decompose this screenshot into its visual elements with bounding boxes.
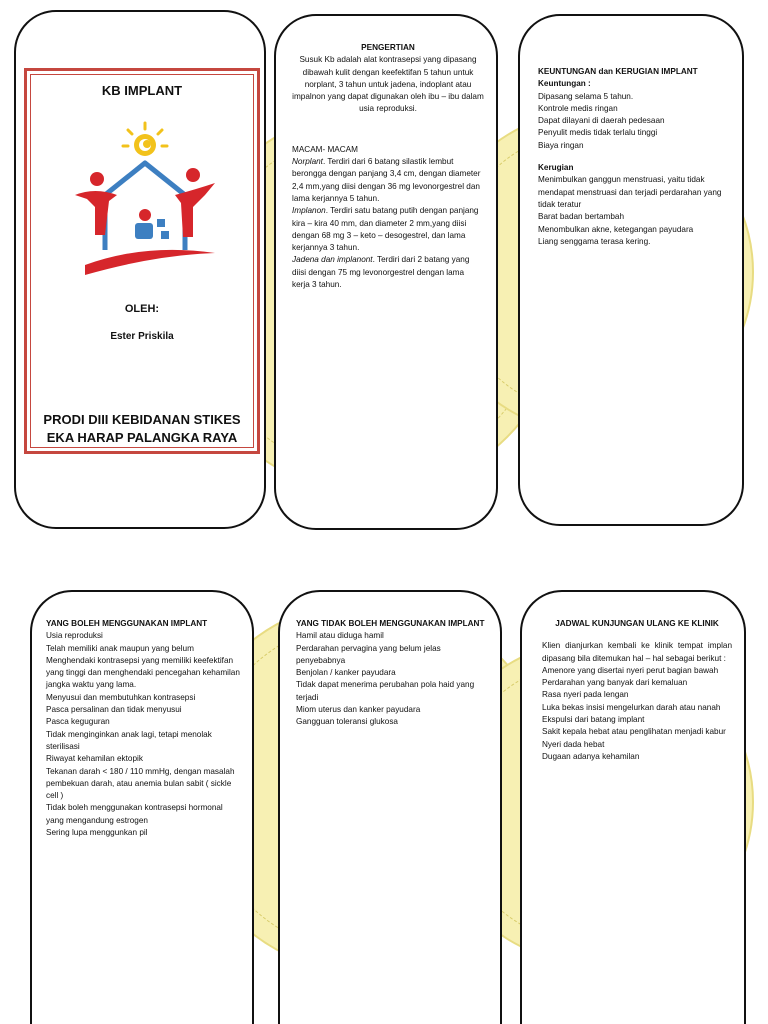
pros-cons-heading: KEUNTUNGAN dan KERUGIAN IMPLANT [538, 67, 698, 76]
schedule-panel [520, 590, 746, 1024]
list-item: Hamil atau diduga hamil [296, 631, 384, 641]
list-item: Dipasang selama 5 tahun. [538, 91, 634, 101]
types-heading: MACAM- MACAM [292, 144, 358, 154]
types-item: Norplant. Terdiri dari 6 batang silastik lembut berongga dengan panjang 3,4 cm, dengan diameter 2,4 mm,yang diisi dengan 36 mg levonorgestrel dan lama kerjannya 5 tahun. [292, 157, 481, 203]
sun-icon [123, 123, 167, 156]
definition-body: Susuk Kb adalah alat kontrasepsi yang dipasang dibawah kulit dengan keefektifan 5 tahun untuk norplant, 3 tahun untuk jadena, indoplant atau impalnon yang dapat digunakan oleh ibu – ibu dalam usia reproduksi. [292, 55, 484, 114]
list-item: Menimbulkan ganggun menstruasi, yaitu tidak mendapat menstruasi dan terjadi perdarahan yang tidak teratur [538, 175, 722, 209]
schedule-intro: Klien dianjurkan kembali ke klinik tempat implan dipasang bila ditemukan hal – hal sebagai berikut : [542, 641, 732, 663]
list-item: Nyeri dada hebat [542, 739, 605, 749]
pros-cons-panel [518, 14, 744, 526]
list-item: Pasca persalinan dan tidak menyusui [46, 705, 182, 715]
list-item: Liang senggama terasa kering. [538, 236, 651, 246]
list-item: Kontrole medis ringan [538, 103, 618, 113]
list-item: Tidak boleh menggunakan kontrasepsi hormonal yang mengandung estrogen [46, 803, 223, 825]
cover-title: KB IMPLANT [101, 83, 183, 98]
list-item: Tidak dapat menerima perubahan pola haid yang terjadi [296, 680, 475, 702]
list-item: Biaya ringan [538, 140, 584, 150]
not-allowed-heading: YANG TIDAK BOLEH MENGGUNAKAN IMPLANT [296, 619, 485, 628]
list-item: Menyusui dan membutuhkan kontrasepsi [46, 692, 196, 702]
list-item: Dapat dilayani di daerah pedesaan [538, 116, 665, 126]
not-allowed-panel [278, 590, 502, 1024]
list-item: Miom uterus dan kanker payudara [296, 705, 421, 715]
cover-author: Ester Priskila [110, 331, 174, 342]
cover-panel [14, 10, 266, 529]
list-item: Telah memiliki anak maupun yang belum [46, 643, 194, 653]
allowed-heading: YANG BOLEH MENGGUNAKAN IMPLANT [46, 619, 208, 628]
list-item: Menombulkan akne, ketegangan payudara [538, 224, 694, 234]
allowed-panel [30, 590, 254, 1024]
types-item: Jadena dan implanont. Terdiri dari 2 batang yang diisi dengan 75 mg levonorgestrel dengan lama kerja 3 tahun. [292, 255, 470, 290]
cover-frame [24, 68, 260, 454]
list-item: Dugaan adanya kehamilan [542, 751, 640, 761]
list-item: Pasca keguguran [46, 717, 110, 727]
definition-heading: PENGERTIAN [361, 43, 415, 52]
list-item: Perdarahan pervagina yang belum jelas penyebabnya [296, 643, 441, 665]
list-item: Sering lupa menggunkan pil [46, 828, 148, 838]
pros-heading: Keuntungan : [538, 79, 591, 89]
list-item: Rasa nyeri pada lengan [542, 690, 629, 700]
list-item: Barat badan bertambah [538, 212, 625, 222]
list-item: Sakit kepala hebat atau penglihatan menjadi kabur [542, 727, 726, 737]
list-item: Amenore yang disertai nyeri perut bagian bawah [542, 665, 719, 675]
list-item: Penyulit medis tidak terlalu tinggi [538, 128, 658, 138]
schedule-heading: JADWAL KUNJUNGAN ULANG KE KLINIK [555, 619, 719, 628]
list-item: Perdarahan yang banyak dari kemaluan [542, 678, 688, 688]
definition-panel [274, 14, 498, 530]
list-item: Benjolan / kanker payudara [296, 668, 396, 678]
cover-by-label: OLEH: [124, 303, 160, 315]
cover-institution: PRODI DIII KEBIDANAN STIKES EKA HARAP PALANGKA RAYA [43, 412, 241, 445]
cons-heading: Kerugian [538, 163, 574, 173]
list-item: Luka bekas insisi mengelurkan darah atau nanah [542, 702, 721, 712]
list-item: Ekspulsi dari batang implant [542, 715, 645, 725]
list-item: Usia reproduksi [46, 631, 103, 641]
family-planning-logo [65, 115, 225, 283]
list-item: Tidak menginginkan anak lagi, tetapi menolak sterilisasi [46, 729, 212, 751]
list-item: Riwayat kehamilan ektopik [46, 754, 143, 764]
list-item: Tekanan darah < 180 / 110 mmHg, dengan masalah pembekuan darah, atau anemia bulan sabit ( sickle cell ) [46, 766, 235, 801]
list-item: Menghendaki kontrasepsi yang memiliki keefektifan yang tinggi dan menghendaki pencegahan kehamilan jangka waktu yang lama. [46, 655, 240, 690]
list-item: Gangguan toleransi glukosa [296, 717, 398, 727]
types-item: Implanon. Terdiri satu batang putih dengan panjang kira – kira 40 mm, dan diameter 2 mm,yang diisi dengan 68 mg 3 – keto – desogestrel, dan lama kerjannya 3 tahun. [292, 206, 479, 253]
